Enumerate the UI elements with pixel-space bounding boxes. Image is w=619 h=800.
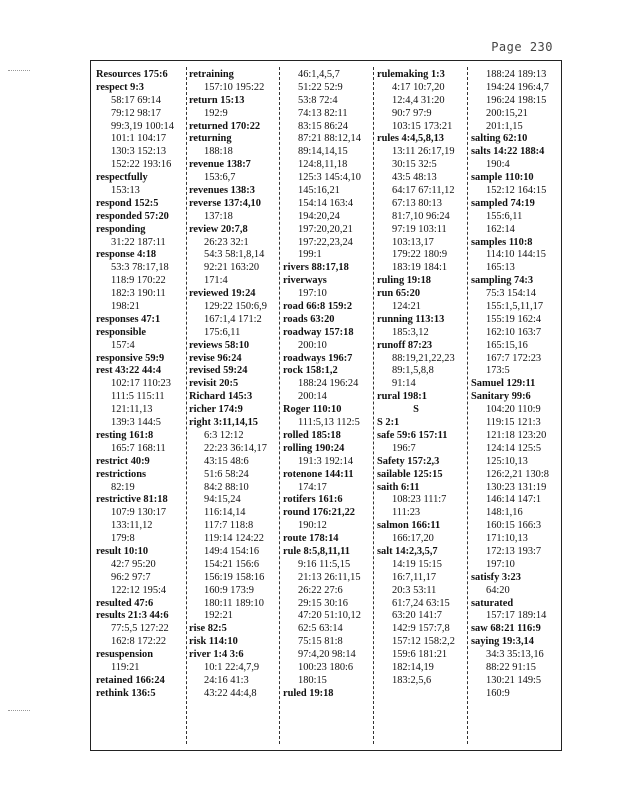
index-subentry: 121:18 123:20 <box>486 429 547 441</box>
index-subentry: 89:1,5,8,8 <box>392 365 434 377</box>
index-subentry: 24:16 41:3 <box>204 674 249 686</box>
index-subentry: 188:24 196:24 <box>298 378 359 390</box>
index-subentry: 31:22 187:11 <box>111 236 166 248</box>
index-entry: revisit 20:5 <box>189 378 239 390</box>
index-entry: running 113:13 <box>377 313 445 325</box>
index-subentry: 107:9 130:17 <box>111 507 167 519</box>
index-subentry: 88:22 91:15 <box>486 661 536 673</box>
index-column-4 <box>377 69 455 688</box>
index-subentry: 43:5 48:13 <box>392 172 437 184</box>
index-subentry: 90:7 97:9 <box>392 107 432 119</box>
index-subentry: 191:3 192:14 <box>298 455 354 467</box>
index-subentry: 160:9 173:9 <box>204 584 254 596</box>
index-subentry: 53:3 78:17,18 <box>111 262 169 274</box>
index-subentry: 42:7 95:20 <box>111 558 156 570</box>
index-subentry: 160:15 166:3 <box>486 520 542 532</box>
index-entry: rotifers 161:6 <box>283 494 343 506</box>
index-entry: Safety 157:2,3 <box>377 455 440 467</box>
index-entry: ruling 19:18 <box>377 275 431 287</box>
index-subentry: 188:24 189:13 <box>486 69 547 80</box>
index-subentry: 13:11 26:17,19 <box>392 146 455 158</box>
index-subentry: 104:20 110:9 <box>486 404 541 416</box>
index-entry: Samuel 129:11 <box>471 378 536 390</box>
index-column-2 <box>189 69 267 701</box>
index-column-1 <box>96 69 174 701</box>
index-subentry: 99:3,19 100:14 <box>111 120 174 132</box>
index-subentry: 46:1,4,5,7 <box>298 69 340 80</box>
index-subentry: 171:4 <box>204 275 228 287</box>
index-entry: saith 6:11 <box>377 481 420 493</box>
index-subentry: 91:14 <box>392 378 416 390</box>
index-entry: sample 110:10 <box>471 172 534 184</box>
index-subentry: 119:21 <box>111 661 140 673</box>
index-subentry: 54:3 58:1,8,14 <box>204 249 265 261</box>
margin-mark <box>8 710 30 721</box>
index-subentry: 199:1 <box>298 249 322 261</box>
index-subentry: 43:22 44:4,8 <box>204 687 257 699</box>
index-entry: salts 14:22 188:4 <box>471 146 545 158</box>
index-subentry: 146:14 147:1 <box>486 494 542 506</box>
index-entry: rest 43:22 44:4 <box>96 365 162 377</box>
index-subentry: 152:12 164:15 <box>486 185 547 197</box>
index-subentry: 180:15 <box>298 674 327 686</box>
index-subentry: 87:21 88:12,14 <box>298 133 361 145</box>
index-subentry: 185:3,12 <box>392 326 429 338</box>
index-entry: retained 166:24 <box>96 674 165 686</box>
index-subentry: 152:22 193:16 <box>111 159 172 171</box>
index-subentry: 74:13 82:11 <box>298 107 348 119</box>
index-subentry: 175:6,11 <box>204 326 241 338</box>
column-divider <box>467 67 468 744</box>
index-subentry: 89:14,14,15 <box>298 146 348 158</box>
index-subentry: 157:4 <box>111 339 135 351</box>
index-entry: return 15:13 <box>189 94 245 106</box>
index-subentry: 171:10,13 <box>486 533 528 545</box>
index-entry: rural 198:1 <box>377 391 427 403</box>
index-subentry: 182:14,19 <box>392 661 434 673</box>
index-entry: rulemaking 1:3 <box>377 69 445 80</box>
index-entry: rethink 136:5 <box>96 687 156 699</box>
index-entry: salting 62:10 <box>471 133 528 145</box>
index-subentry: 173:5 <box>486 365 510 377</box>
index-entry: Resources 175:6 <box>96 69 168 80</box>
index-subentry: 160:9 <box>486 687 510 699</box>
index-entry: runoff 87:23 <box>377 339 433 351</box>
index-subentry: 155:19 162:4 <box>486 313 542 325</box>
index-subentry: 180:11 189:10 <box>204 597 264 609</box>
index-entry: reverse 137:4,10 <box>189 197 261 209</box>
index-subentry: 108:23 111:7 <box>392 494 447 506</box>
index-entry: rolled 185:18 <box>283 429 341 441</box>
index-subentry: 103:15 173:21 <box>392 120 453 132</box>
index-entry: rise 82:5 <box>189 623 227 635</box>
index-subentry: 77:5,5 127:22 <box>111 623 169 635</box>
index-subentry: 126:2,21 130:8 <box>486 468 549 480</box>
index-subentry: 197:20,20,21 <box>298 223 353 235</box>
index-entry: responses 47:1 <box>96 313 161 325</box>
index-subentry: 124:14 125:5 <box>486 442 542 454</box>
index-entry: reviewed 19:24 <box>189 288 256 300</box>
index-subentry: 197:22,23,24 <box>298 236 353 248</box>
index-entry: responding <box>96 223 146 235</box>
index-subentry: 130:3 152:13 <box>111 146 167 158</box>
index-subentry: 200:14 <box>298 391 327 403</box>
index-entry: salmon 166:11 <box>377 520 441 532</box>
index-entry: revise 96:24 <box>189 352 242 364</box>
index-entry: salt 14:2,3,5,7 <box>377 545 438 557</box>
index-subentry: 200:10 <box>298 339 327 351</box>
index-subentry: 149:4 154:16 <box>204 545 260 557</box>
index-subentry: 174:17 <box>298 481 327 493</box>
index-subentry: 111:5 115:11 <box>111 391 165 403</box>
index-subentry: 16:7,11,17 <box>392 571 437 583</box>
index-subentry: 10:1 22:4,7,9 <box>204 661 260 673</box>
index-subentry: 12:4,4 31:20 <box>392 94 445 106</box>
index-subentry: 130:21 149:5 <box>486 674 542 686</box>
index-entry: restrictive 81:18 <box>96 494 168 506</box>
index-subentry: 197:10 <box>486 558 515 570</box>
index-subentry: 67:13 80:13 <box>392 197 442 209</box>
column-divider <box>279 67 280 744</box>
index-subentry: 200:15,21 <box>486 107 528 119</box>
index-subentry: 182:3 190:11 <box>111 288 166 300</box>
index-subentry: 119:14 124:22 <box>204 533 264 545</box>
index-entry: responsive 59:9 <box>96 352 165 364</box>
index-subentry: 166:17,20 <box>392 533 434 545</box>
index-entry: revenues 138:3 <box>189 185 255 197</box>
index-subentry: 124:21 <box>392 301 421 313</box>
index-subentry: 165:15,16 <box>486 339 528 351</box>
index-entry: reviews 58:10 <box>189 339 250 351</box>
index-subentry: 114:10 144:15 <box>486 249 546 261</box>
index-entry: saturated <box>471 597 514 609</box>
index-subentry: 116:14,14 <box>204 507 246 519</box>
index-subentry: 9:16 11:5,15 <box>298 558 351 570</box>
index-entry: rivers 88:17,18 <box>283 262 349 274</box>
index-entry: Roger 110:10 <box>283 404 342 416</box>
index-subentry: 111:23 <box>392 507 421 519</box>
index-subentry: 142:9 157:7,8 <box>392 623 450 635</box>
index-subentry: 119:15 121:3 <box>486 417 541 429</box>
index-subentry: 122:12 195:4 <box>111 584 167 596</box>
index-subentry: 83:15 86:24 <box>298 120 348 132</box>
index-subentry: 157:17 189:14 <box>486 610 547 622</box>
index-entry: route 178:14 <box>283 533 339 545</box>
index-subentry: 125:10,13 <box>486 455 528 467</box>
index-subentry: 63:20 141:7 <box>392 610 442 622</box>
index-subentry: 88:19,21,22,23 <box>392 352 455 364</box>
index-entry: revenue 138:7 <box>189 159 251 171</box>
index-column-3 <box>283 69 361 701</box>
index-entry: responded 57:20 <box>96 210 169 222</box>
index-column-5 <box>471 69 549 701</box>
index-subentry: 103:13,17 <box>392 236 434 248</box>
index-subentry: 188:18 <box>204 146 233 158</box>
index-subentry: 125:3 145:4,10 <box>298 172 361 184</box>
index-subentry: 154:21 156:6 <box>204 558 260 570</box>
index-entry: respectfully <box>96 172 148 184</box>
index-subentry: 118:9 170:22 <box>111 275 166 287</box>
index-entry: Richard 145:3 <box>189 391 253 403</box>
index-subentry: 58:17 69:14 <box>111 94 161 106</box>
index-subentry: 162:10 163:7 <box>486 326 542 338</box>
index-subentry: 137:18 <box>204 210 233 222</box>
index-subentry: 165:13 <box>486 262 515 274</box>
index-subentry: 157:10 195:22 <box>204 81 265 93</box>
index-entry: resuspension <box>96 649 153 661</box>
index-subentry: 153:6,7 <box>204 172 236 184</box>
index-subentry: 129:22 150:6,9 <box>204 301 267 313</box>
index-subentry: 14:19 15:15 <box>392 558 442 570</box>
index-subentry: 183:19 184:1 <box>392 262 448 274</box>
index-subentry: 82:19 <box>111 481 135 493</box>
index-subentry: 30:15 32:5 <box>392 159 437 171</box>
index-entry: restrict 40:9 <box>96 455 150 467</box>
index-subentry: 198:21 <box>111 301 140 313</box>
index-subentry: 183:2,5,6 <box>392 674 432 686</box>
index-entry: response 4:18 <box>96 249 157 261</box>
index-subentry: 4:17 10:7,20 <box>392 81 445 93</box>
index-entry: river 1:4 3:6 <box>189 649 244 661</box>
index-entry: right 3:11,14,15 <box>189 417 258 429</box>
margin-mark <box>8 70 30 81</box>
index-entry: revised 59:24 <box>189 365 248 377</box>
index-subentry: 167:7 172:23 <box>486 352 542 364</box>
index-subentry: 153:13 <box>111 185 140 197</box>
index-entry: sampling 74:3 <box>471 275 534 287</box>
index-subentry: 155:1,5,11,17 <box>486 301 544 313</box>
index-entry: ruled 19:18 <box>283 687 334 699</box>
index-entry: restrictions <box>96 468 147 480</box>
index-subentry: 79:12 98:17 <box>111 107 161 119</box>
index-entry: round 176:21,22 <box>283 507 355 519</box>
index-entry: respond 152:5 <box>96 197 159 209</box>
index-subentry: 100:23 180:6 <box>298 661 354 673</box>
index-subentry: 162:14 <box>486 223 515 235</box>
column-divider <box>186 67 187 744</box>
index-subentry: 148:1,16 <box>486 507 523 519</box>
index-entry: road 66:8 159:2 <box>283 301 353 313</box>
index-entry: responsible <box>96 326 147 338</box>
index-subentry: 154:14 163:4 <box>298 197 354 209</box>
index-entry: result 10:10 <box>96 545 149 557</box>
index-subentry: 47:20 51:10,12 <box>298 610 361 622</box>
index-subentry: 179:22 180:9 <box>392 249 448 261</box>
index-subentry: 43:15 48:6 <box>204 455 249 467</box>
index-subentry: 155:6,11 <box>486 210 523 222</box>
index-subentry: 29:15 30:16 <box>298 597 348 609</box>
section-letter: S <box>413 404 419 416</box>
index-entry: resting 161:8 <box>96 429 154 441</box>
index-subentry: 26:23 32:1 <box>204 236 249 248</box>
index-subentry: 201:1,15 <box>486 120 523 132</box>
index-subentry: 159:6 181:21 <box>392 649 448 661</box>
index-subentry: 145:16,21 <box>298 185 340 197</box>
index-subentry: 26:22 27:6 <box>298 584 343 596</box>
index-subentry: 124:8,11,18 <box>298 159 348 171</box>
index-subentry: 96:2 97:7 <box>111 571 151 583</box>
index-subentry: 21:13 26:11,15 <box>298 571 361 583</box>
index-subentry: 84:2 88:10 <box>204 481 249 493</box>
index-subentry: 192:21 <box>204 610 233 622</box>
index-subentry: 162:8 172:22 <box>111 636 167 648</box>
index-entry: run 65:20 <box>377 288 421 300</box>
index-entry: rolling 190:24 <box>283 442 345 454</box>
index-entry: review 20:7,8 <box>189 223 248 235</box>
index-entry: returned 170:22 <box>189 120 261 132</box>
index-entry: riverways <box>283 275 327 287</box>
index-subentry: 192:9 <box>204 107 228 119</box>
index-entry: respect 9:3 <box>96 81 144 93</box>
index-entry: sailable 125:15 <box>377 468 443 480</box>
index-subentry: 190:4 <box>486 159 510 171</box>
index-subentry: 51:6 58:24 <box>204 468 249 480</box>
column-divider <box>373 67 374 744</box>
index-subentry: 22:23 36:14,17 <box>204 442 267 454</box>
index-subentry: 97:4,20 98:14 <box>298 649 356 661</box>
index-subentry: 133:11,12 <box>111 520 153 532</box>
index-subentry: 117:7 118:8 <box>204 520 254 532</box>
index-entry: rock 158:1,2 <box>283 365 338 377</box>
index-subentry: 167:1,4 171:2 <box>204 313 262 325</box>
index-subentry: 97:19 103:11 <box>392 223 447 235</box>
index-entry: risk 114:10 <box>189 636 238 648</box>
index-entry: sampled 74:19 <box>471 197 535 209</box>
index-entry: richer 174:9 <box>189 404 243 416</box>
index-subentry: 62:5 63:14 <box>298 623 343 635</box>
index-entry: rules 4:4,5,8,13 <box>377 133 444 145</box>
index-subentry: 197:10 <box>298 288 327 300</box>
index-subentry: 34:3 35:13,16 <box>486 649 544 661</box>
index-entry: rule 8:5,8,11,11 <box>283 545 350 557</box>
index-entry: safe 59:6 157:11 <box>377 429 448 441</box>
index-subentry: 111:5,13 112:5 <box>298 417 360 429</box>
index-subentry: 130:23 131:19 <box>486 481 547 493</box>
index-entry: Sanitary 99:6 <box>471 391 531 403</box>
index-entry: saying 19:3,14 <box>471 636 534 648</box>
index-subentry: 190:12 <box>298 520 327 532</box>
index-subentry: 196:7 <box>392 442 416 454</box>
index-subentry: 75:15 81:8 <box>298 636 343 648</box>
index-subentry: 157:12 158:2,2 <box>392 636 455 648</box>
index-subentry: 94:15,24 <box>204 494 241 506</box>
index-subentry: 156:19 158:16 <box>204 571 265 583</box>
index-entry: satisfy 3:23 <box>471 571 521 583</box>
index-subentry: 64:17 67:11,12 <box>392 185 455 197</box>
index-subentry: 20:3 53:11 <box>392 584 437 596</box>
index-subentry: 92:21 163:20 <box>204 262 260 274</box>
index-entry: rotenone 144:11 <box>283 468 354 480</box>
index-subentry: 102:17 110:23 <box>111 378 171 390</box>
index-subentry: 6:3 12:12 <box>204 429 244 441</box>
index-entry: S 2:1 <box>377 417 400 429</box>
index-subentry: 51:22 52:9 <box>298 81 343 93</box>
index-subentry: 194:20,24 <box>298 210 340 222</box>
page-number: Page 230 <box>491 40 553 54</box>
index-subentry: 61:7,24 63:15 <box>392 597 450 609</box>
index-subentry: 139:3 144:5 <box>111 417 161 429</box>
index-entry: saw 68:21 116:9 <box>471 623 541 635</box>
index-entry: roadway 157:18 <box>283 326 354 338</box>
index-subentry: 75:3 154:14 <box>486 288 536 300</box>
index-entry: results 21:3 44:6 <box>96 610 169 622</box>
index-entry: retraining <box>189 69 234 80</box>
index-subentry: 101:1 104:17 <box>111 133 167 145</box>
index-subentry: 196:24 198:15 <box>486 94 547 106</box>
index-subentry: 53:8 72:4 <box>298 94 338 106</box>
index-subentry: 194:24 196:4,7 <box>486 81 549 93</box>
index-entry: roadways 196:7 <box>283 352 353 364</box>
index-page <box>90 60 562 751</box>
index-entry: roads 63:20 <box>283 313 335 325</box>
index-subentry: 81:7,10 96:24 <box>392 210 450 222</box>
index-subentry: 121:11,13 <box>111 404 153 416</box>
index-subentry: 64:20 <box>486 584 510 596</box>
index-subentry: 179:8 <box>111 533 135 545</box>
index-entry: samples 110:8 <box>471 236 533 248</box>
index-subentry: 165:7 168:11 <box>111 442 166 454</box>
index-entry: resulted 47:6 <box>96 597 154 609</box>
index-subentry: 172:13 193:7 <box>486 545 542 557</box>
index-entry: returning <box>189 133 232 145</box>
